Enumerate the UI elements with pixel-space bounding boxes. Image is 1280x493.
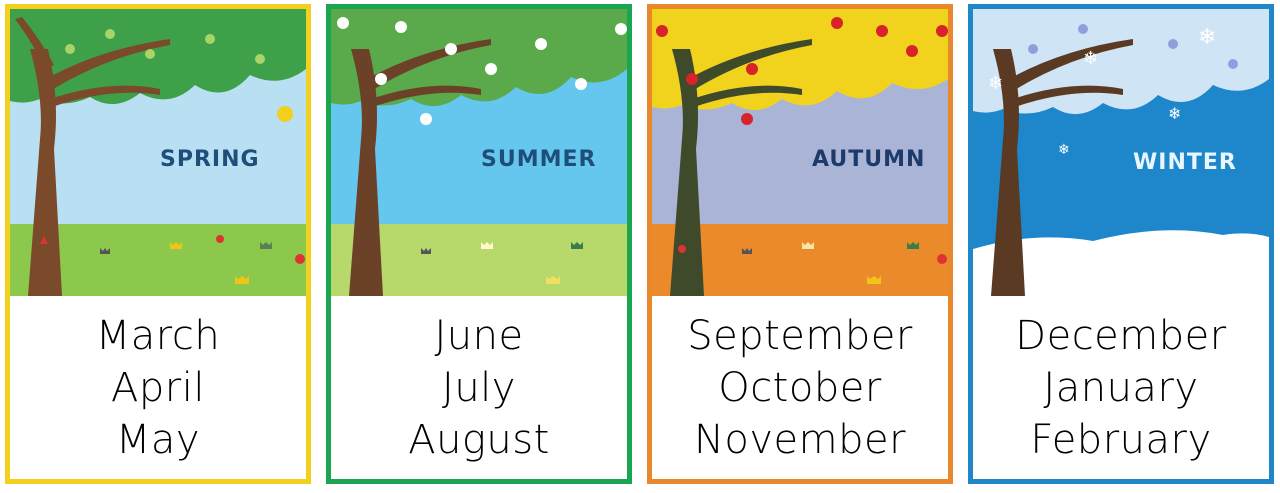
month-label: December: [1015, 312, 1227, 359]
season-card-winter: [968, 4, 1274, 484]
season-title-autumn: AUTUMN: [812, 147, 926, 172]
spring-illustration: [10, 9, 306, 296]
snowflake-icon: ❄: [1058, 142, 1070, 158]
snowflake-icon: ❄: [1083, 48, 1099, 69]
month-list-spring: [10, 296, 306, 479]
month-label: January: [1043, 364, 1199, 411]
season-title-winter: WINTER: [1133, 150, 1237, 175]
month-label: July: [442, 364, 516, 411]
month-list-autumn: [652, 296, 948, 479]
season-card-autumn: [647, 4, 953, 484]
winter-illustration: [973, 9, 1269, 296]
month-label: September: [687, 312, 913, 359]
autumn-illustration: [652, 9, 948, 296]
month-label: February: [1030, 416, 1212, 463]
butterfly-icon: [277, 106, 293, 122]
month-label: May: [115, 416, 201, 463]
season-card-spring: [5, 4, 311, 484]
snowflake-icon: ❄: [1168, 104, 1182, 123]
month-label: November: [693, 416, 907, 463]
season-title-summer: SUMMER: [481, 147, 597, 172]
month-label: August: [408, 416, 550, 463]
season-card-summer: [326, 4, 632, 484]
month-list-summer: [331, 296, 627, 479]
summer-illustration: [331, 9, 627, 296]
month-label: March: [95, 312, 221, 359]
snowflake-icon: ❄: [988, 73, 1004, 94]
month-label: April: [111, 364, 205, 411]
month-label: June: [434, 312, 524, 359]
month-list-winter: [973, 296, 1269, 479]
snowflake-icon: ❄: [1198, 25, 1217, 50]
season-title-spring: SPRING: [160, 147, 260, 172]
month-label: October: [718, 364, 882, 411]
